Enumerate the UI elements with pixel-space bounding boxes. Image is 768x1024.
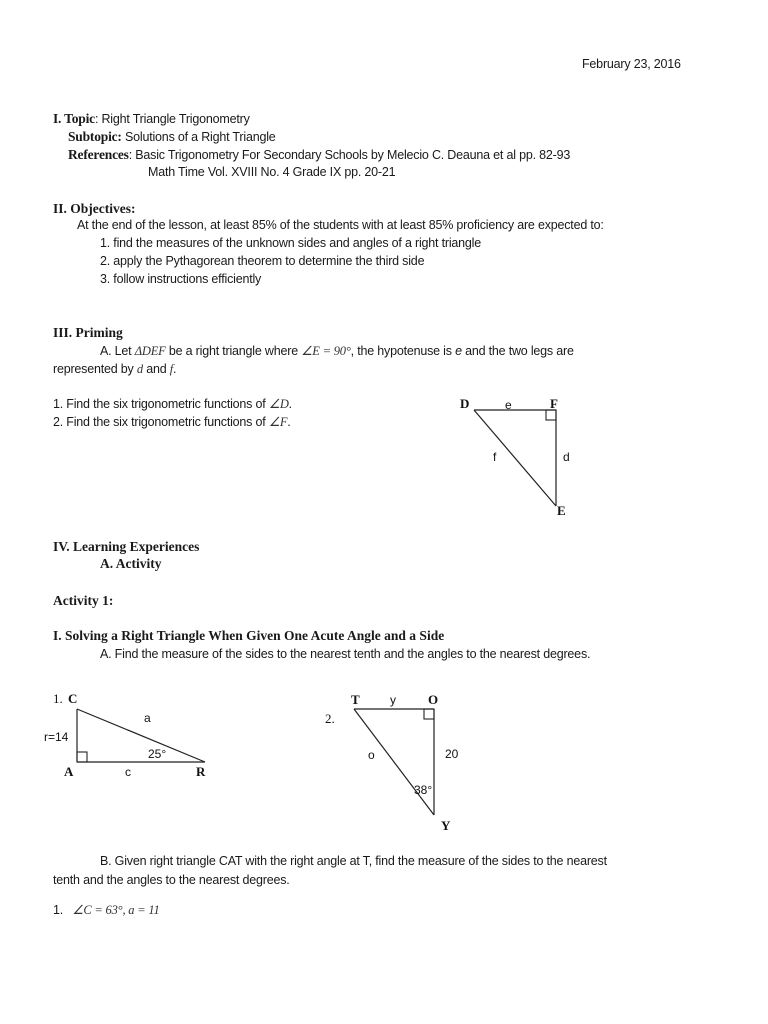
side-c-label: c <box>125 765 131 779</box>
priming-a-suffix2: and the two legs are <box>461 344 574 358</box>
references-value-1: : Basic Trigonometry For Secondary Schools by Melecio C. Deauna et al pp. 82-93 <box>128 148 571 162</box>
priming-line2-end: . <box>173 362 177 376</box>
leg-f: f <box>169 362 174 376</box>
document-date: February 23, 2016 <box>582 57 681 71</box>
vertex-o-label: O <box>428 692 439 707</box>
learning-heading: IV. Learning Experiences <box>53 539 200 554</box>
leg-d: d <box>136 362 143 376</box>
side-20-label: 20 <box>445 747 459 761</box>
angle-e-symbol: ∠E = 90° <box>301 344 351 358</box>
part-b-item-1 <box>53 902 160 919</box>
references-value-2: Math Time Vol. XVIII No. 4 Grade IX pp. 20-21 <box>148 165 396 179</box>
side-ty-line <box>354 709 434 815</box>
priming-question-1: 1. Find the six trigonometric functions of ∠D. <box>53 397 292 411</box>
vertex-y-label: Y <box>441 818 451 833</box>
right-angle-marker-o <box>424 709 434 719</box>
side-f-label: f <box>493 450 497 464</box>
topic-label: I. Topic <box>53 111 95 126</box>
section-heading: I. Solving a Right Triangle When Given One Acute Angle and a Side <box>53 628 445 643</box>
side-r-label: r=14 <box>44 730 69 744</box>
angle-d-symbol: ∠D <box>268 397 289 411</box>
subtopic-label: Subtopic: <box>68 129 122 144</box>
vertex-r-label: R <box>196 764 206 779</box>
figure-2-number: 2. <box>325 711 335 726</box>
subtopic-value: Solutions of a Right Triangle <box>121 130 276 144</box>
figure-1-number: 1. <box>53 691 63 706</box>
question-1-text: 1. Find the six trigonometric functions of <box>53 397 269 411</box>
priming-line2-prefix: represented by <box>53 362 137 376</box>
vertex-a-label: A <box>64 764 74 779</box>
objectives-heading: II. Objectives: <box>53 201 136 216</box>
topic-value: : Right Triangle Trigonometry <box>94 112 250 126</box>
side-e-label: e <box>505 398 512 412</box>
side-a-label: a <box>144 711 151 725</box>
activity-subheading: A. Activity <box>100 556 162 571</box>
priming-a-suffix: , the hypotenuse is <box>350 344 456 358</box>
objective-item-1: 1. find the measures of the unknown sides and angles of a right triangle <box>100 236 481 250</box>
part-b-item-1-expression: ∠C = 63°, a = 11 <box>72 903 160 917</box>
priming-a-mid: be a right triangle where <box>165 344 302 358</box>
angle-y-label: 38° <box>414 783 433 797</box>
question-2-text: 2. Find the six trigonometric functions of <box>53 415 269 429</box>
priming-a-prefix: A. Let <box>100 344 135 358</box>
instruction-a: A. Find the measure of the sides to the nearest tenth and the angles to the nearest degrees. <box>100 647 591 661</box>
objective-item-2: 2. apply the Pythagorean theorem to determine the third side <box>100 254 425 268</box>
vertex-t-label: T <box>351 692 360 707</box>
vertex-e-label: E <box>557 503 566 518</box>
references-label: References <box>68 147 129 162</box>
side-y-label: y <box>390 693 396 707</box>
vertex-c-label: C <box>68 691 78 706</box>
side-d-label: d <box>563 450 570 464</box>
part-b-item-1-number: 1. <box>53 903 64 917</box>
activity-1-label: Activity 1: <box>53 593 114 608</box>
objectives-intro: At the end of the lesson, at least 85% of the students with at least 85% proficiency are expected to: <box>77 218 604 232</box>
angle-r-label: 25° <box>148 747 167 761</box>
triangle-def-symbol: ΔDEF <box>134 344 166 358</box>
priming-question-2: 2. Find the six trigonometric functions of ∠F. <box>53 415 291 429</box>
instruction-b-line2: tenth and the angles to the nearest degrees. <box>53 873 290 887</box>
vertex-d-label: D <box>460 396 470 411</box>
objective-item-3: 3. follow instructions efficiently <box>100 272 262 286</box>
priming-line2-and: and <box>142 362 170 376</box>
side-o-label: o <box>368 748 375 762</box>
angle-f-symbol: ∠F <box>268 415 288 429</box>
priming-heading: III. Priming <box>53 325 123 340</box>
hypotenuse-e: e <box>455 344 462 358</box>
vertex-f-label: F <box>550 396 558 411</box>
instruction-b-line1: B. Given right triangle CAT with the right angle at T, find the measure of the sides to the nearest <box>100 854 607 868</box>
